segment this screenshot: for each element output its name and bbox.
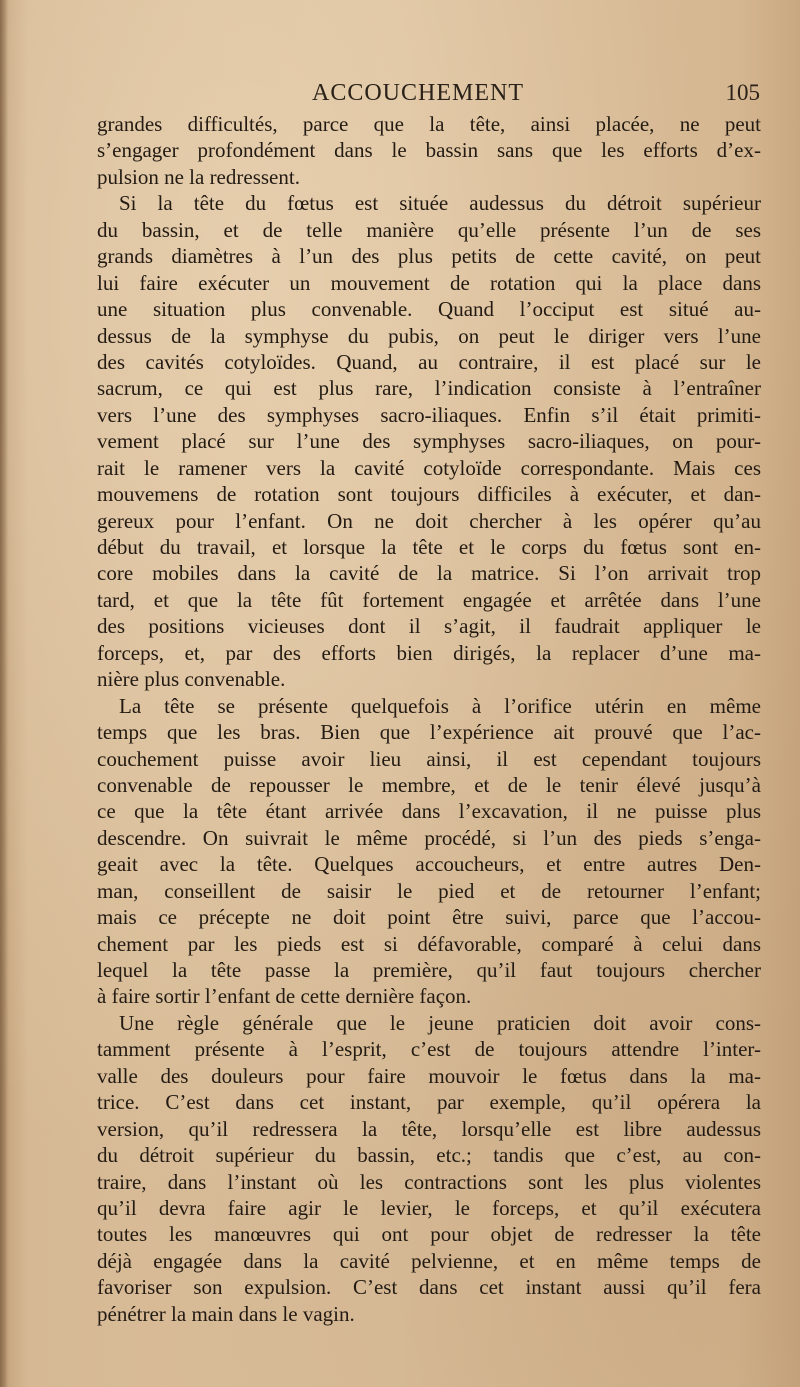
text-line: ce que la tête étant arrivée dans l’excavation, il ne puisse plus bbox=[97, 799, 761, 824]
text-line: une situation plus convenable. Quand l’occiput est situé au- bbox=[97, 297, 761, 322]
text-line: tard, et que la tête fût fortement engagée et arrêtée dans l’une bbox=[97, 587, 761, 612]
paragraph-start-line: Si la tête du fœtus est située audessus du détroit supérieur bbox=[119, 191, 761, 216]
text-line: à faire sortir l’enfant de cette dernière façon. bbox=[97, 984, 472, 1009]
text-line: s’engager profondément dans le bassin sans que les efforts d’ex- bbox=[97, 138, 761, 163]
text-line: traire, dans l’instant où les contractions sont les plus violentes bbox=[97, 1169, 761, 1194]
binding-shadow bbox=[0, 0, 8, 1387]
text-line: début du travail, et lorsque la tête et le corps du fœtus sont en- bbox=[97, 535, 761, 559]
text-line: valle des douleurs pour faire mouvoir le fœtus dans la ma- bbox=[97, 1063, 761, 1088]
text-line: qu’il devra faire agir le levier, le forceps, et qu’il exécutera bbox=[97, 1195, 761, 1220]
text-line: dessus de la symphyse du pubis, on peut le diriger vers l’une bbox=[97, 323, 761, 348]
text-line: grands diamètres à l’un des plus petits de cette cavité, on peut bbox=[97, 244, 761, 269]
body-text bbox=[97, 111, 761, 1327]
text-line: du bassin, et de telle manière qu’elle présente l’un de ses bbox=[97, 217, 761, 242]
text-line: déjà engagée dans la cavité pelvienne, et en même temps de bbox=[97, 1248, 761, 1273]
text-line: nière plus convenable. bbox=[97, 667, 286, 692]
text-line: des positions vicieuses dont il s’agit, il faudrait appliquer le bbox=[97, 614, 761, 639]
text-line: sacrum, ce qui est plus rare, l’indication consiste à l’entraîner bbox=[97, 376, 761, 401]
text-line: geait avec la tête. Quelques accoucheurs, et entre autres Den- bbox=[97, 852, 761, 877]
text-line: lui faire exécuter un mouvement de rotation qui la place dans bbox=[97, 270, 761, 295]
text-line: mais ce précepte ne doit point être suivi, parce que l’accou- bbox=[97, 905, 761, 930]
text-line: descendre. On suivrait le même procédé, si l’un des pieds s’enga- bbox=[97, 825, 761, 850]
text-line: mouvemens de rotation sont toujours difficiles à exécuter, et dan- bbox=[97, 482, 761, 507]
text-line: convenable de repousser le membre, et de le tenir élevé jusqu’à bbox=[97, 772, 761, 797]
text-line: gereux pour l’enfant. On ne doit chercher à les opérer qu’au bbox=[97, 508, 761, 533]
text-line: chement par les pieds est si défavorable, comparé à celui dans bbox=[97, 931, 761, 956]
page-number: 105 bbox=[725, 80, 760, 105]
paragraph-start-line: La tête se présente quelquefois à l’orifice utérin en même bbox=[119, 693, 761, 718]
text-line: rait le ramener vers la cavité cotyloïde correspondante. Mais ces bbox=[97, 455, 761, 480]
text-line: des cavités cotyloïdes. Quand, au contraire, il est placé sur le bbox=[97, 349, 761, 374]
text-line: grandes difficultés, parce que la tête, ainsi placée, ne peut bbox=[97, 112, 761, 136]
running-title: ACCOUCHEMENT bbox=[312, 80, 525, 106]
text-line: trice. C’est dans cet instant, par exemple, qu’il opérera la bbox=[97, 1090, 761, 1115]
text-line: vers l’une des symphyses sacro-iliaques. Enfin s’il était primiti- bbox=[97, 402, 761, 427]
text-line: vement placé sur l’une des symphyses sacro-iliaques, on pour- bbox=[97, 429, 761, 454]
text-line: temps que les bras. Bien que l’expérience ait prouvé que l’ac- bbox=[97, 720, 761, 745]
text-line: tamment présente à l’esprit, c’est de toujours attendre l’inter- bbox=[97, 1037, 761, 1062]
text-line: pulsion ne la redressent. bbox=[97, 164, 300, 189]
text-line: toutes les manœuvres qui ont pour objet de redresser la tête bbox=[97, 1222, 761, 1247]
text-line: couchement puisse avoir lieu ainsi, il est cependant toujours bbox=[97, 746, 761, 771]
text-line: du détroit supérieur du bassin, etc.; tandis que c’est, au con- bbox=[97, 1143, 761, 1168]
text-line: pénétrer la main dans le vagin. bbox=[97, 1301, 355, 1326]
page-header bbox=[96, 80, 760, 110]
text-line: forceps, et, par des efforts bien dirigés, la replacer d’une ma- bbox=[97, 640, 761, 665]
text-line: core mobiles dans la cavité de la matrice. Si l’on arrivait trop bbox=[97, 561, 761, 586]
text-line: favoriser son expulsion. C’est dans cet instant aussi qu’il fera bbox=[97, 1275, 761, 1300]
paragraph-start-line: Une règle générale que le jeune praticien doit avoir cons- bbox=[119, 1010, 761, 1035]
text-line: man, conseillent de saisir le pied et de retourner l’enfant; bbox=[97, 878, 761, 903]
text-line: lequel la tête passe la première, qu’il faut toujours chercher bbox=[97, 958, 761, 982]
text-line: version, qu’il redressera la tête, lorsqu’elle est libre audessus bbox=[97, 1116, 761, 1141]
